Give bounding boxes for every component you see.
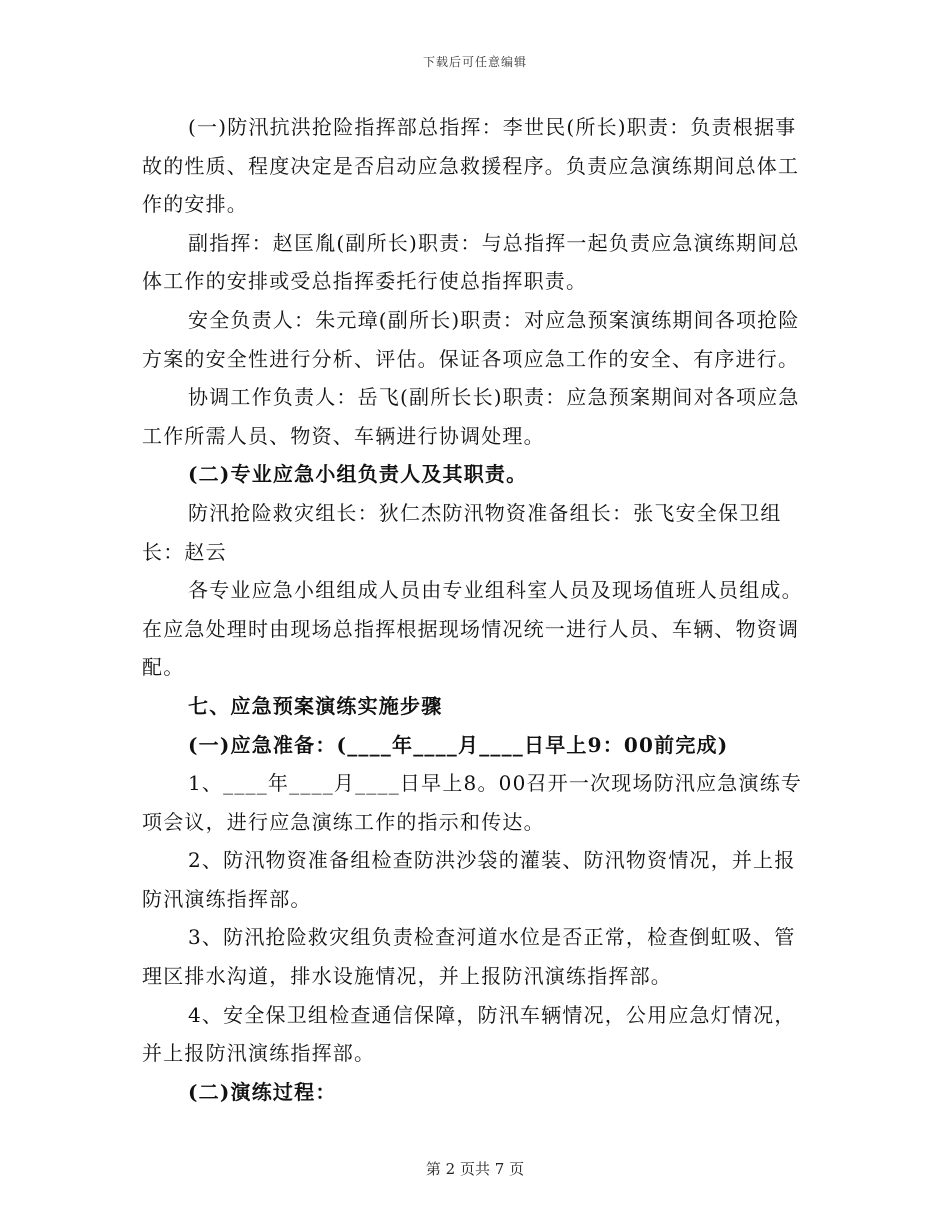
paragraph-deputy-commander: 副指挥：赵匡胤(副所长)职责：与总指挥一起负责应急演练期间总体工作的安排或受总指挥委托行使总指挥职责。 — [142, 230, 800, 294]
paragraph-coordinator: 协调工作负责人：岳飞(副所长长)职责：应急预案期间对各项应急工作所需人员、物资、车辆进行协调处理。 — [142, 385, 800, 448]
section-heading-process: (二)演练过程： — [188, 1079, 337, 1104]
section-heading-groups: (二)专业应急小组负责人及其职责。 — [188, 462, 528, 487]
paragraph-step-4: 4、安全保卫组检查通信保障，防汛车辆情况，公用应急灯情况，并上报防汛演练指挥部。 — [142, 1002, 796, 1066]
paragraph-step-2: 2、防汛物资准备组检查防洪沙袋的灌装、防汛物资情况，并上报防汛演练指挥部。 — [142, 848, 796, 911]
section-heading-preparation: (一)应急准备：(____年____月____日早上9：00前完成) — [188, 732, 729, 757]
page-header: 下载后可任意编辑 — [422, 55, 527, 69]
document-body — [142, 108, 810, 1111]
paragraph-commander: (一)防汛抗洪抢险指挥部总指挥：李世民(所长)职责：负责根据事故的性质、程度决定是否启动应急救援程序。负责应急演练期间总体工作的安排。 — [142, 115, 800, 217]
paragraph-step-3: 3、防汛抢险救灾组负责检查河道水位是否正常，检查倒虹吸、管理区排水沟道，排水设施情况，并上报防汛演练指挥部。 — [142, 925, 796, 989]
paragraph-step-1: 1、____年____月____日早上8。00召开一次现场防汛应急演练专项会议，进行应急演练工作的指示和传达。 — [142, 771, 803, 834]
paragraph-safety-officer: 安全负责人：朱元璋(副所长)职责：对应急预案演练期间各项抢险方案的安全性进行分析、评估。保证各项应急工作的安全、有序进行。 — [142, 307, 800, 371]
page-footer: 第 2 页共 7 页 — [425, 1160, 525, 1178]
paragraph-group-members: 各专业应急小组组成人员由专业组科室人员及现场值班人员组成。在应急处理时由现场总指挥根据现场情况统一进行人员、车辆、物资调配。 — [142, 578, 803, 680]
section-heading-steps: 七、应急预案演练实施步骤 — [188, 693, 443, 718]
paragraph-group-leaders: 防汛抢险救灾组长：狄仁杰防汛物资准备组长：张飞安全保卫组长：赵云 — [142, 500, 782, 564]
